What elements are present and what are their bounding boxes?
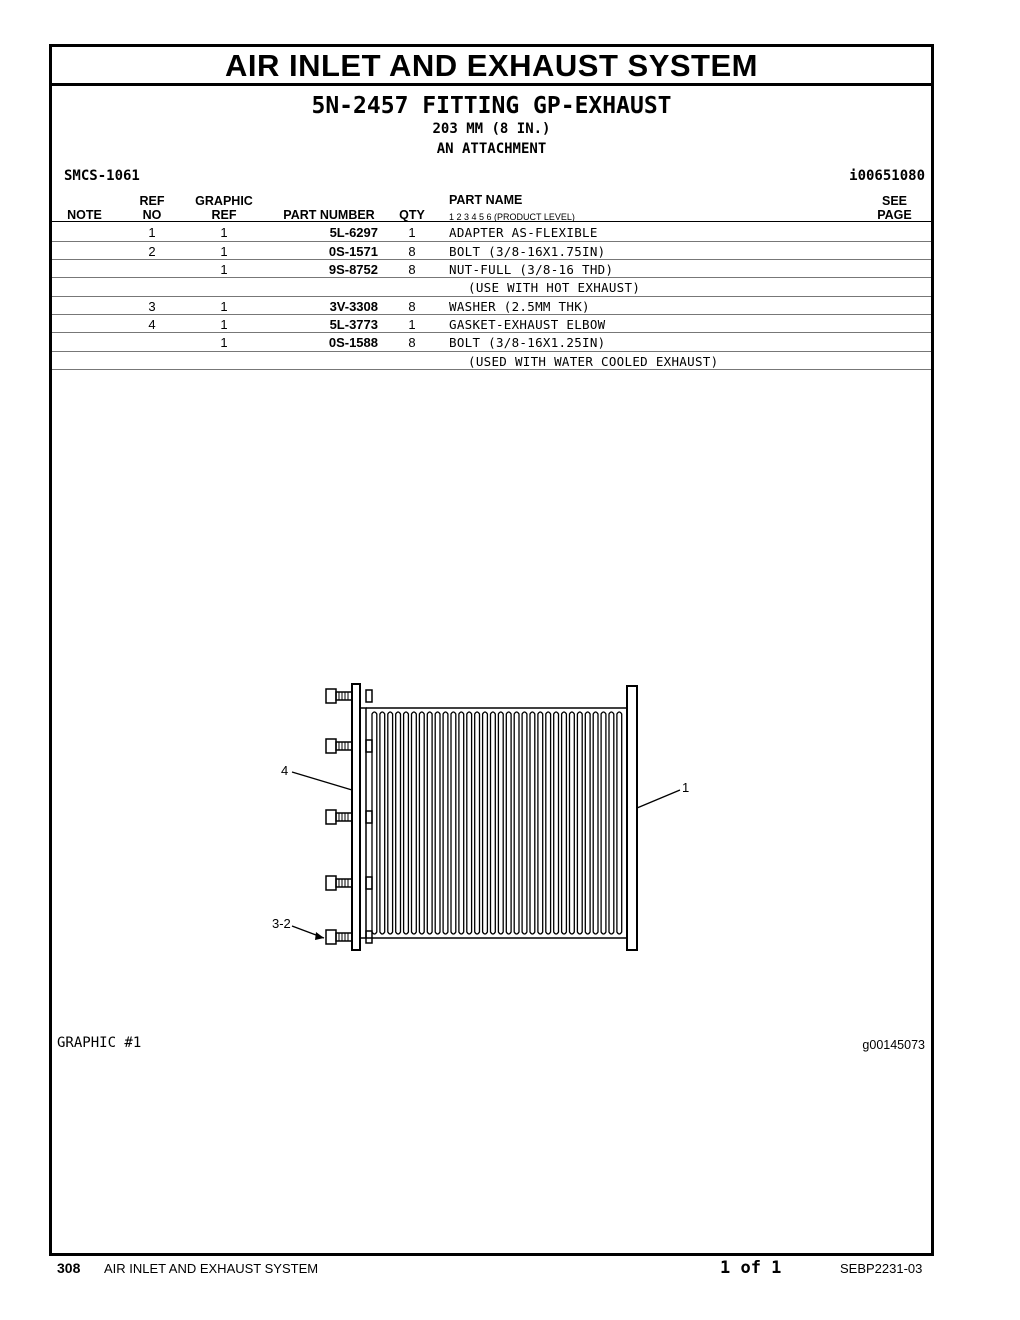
bolt-icon bbox=[326, 810, 372, 824]
header-note: NOTE bbox=[67, 208, 102, 222]
qty: 8 bbox=[408, 262, 416, 277]
callout-4: 4 bbox=[281, 763, 289, 778]
header-graphic-bottom: REF bbox=[211, 208, 237, 222]
footer-page-number: 308 bbox=[57, 1260, 81, 1276]
bolt-icon bbox=[326, 930, 372, 944]
corrugation bbox=[427, 712, 432, 934]
graphic-ref: 1 bbox=[220, 335, 228, 350]
bolt-icon bbox=[326, 689, 372, 703]
flange-bolts bbox=[326, 689, 372, 944]
corrugation bbox=[412, 712, 417, 934]
corrugation bbox=[585, 712, 590, 934]
table-row bbox=[52, 278, 931, 296]
callout-3-2: 3-2 bbox=[272, 916, 291, 931]
ref-no: 2 bbox=[148, 244, 156, 259]
part-note: (USED WITH WATER COOLED EXHAUST) bbox=[468, 354, 719, 369]
corrugation bbox=[506, 712, 511, 934]
ref-no: 4 bbox=[148, 317, 156, 332]
page-title-bar bbox=[52, 47, 931, 86]
qty: 1 bbox=[408, 317, 416, 332]
corrugation bbox=[522, 712, 527, 934]
corrugation bbox=[396, 712, 401, 934]
header-ref-top: REF bbox=[139, 194, 165, 208]
table-row bbox=[52, 260, 931, 278]
corrugation bbox=[380, 712, 385, 934]
exhaust-fitting-drawing bbox=[230, 640, 700, 980]
corrugation bbox=[483, 712, 488, 934]
part-name: BOLT (3/8-16X1.25IN) bbox=[449, 335, 606, 350]
qty: 1 bbox=[408, 225, 416, 240]
part-number: 0S-1571 bbox=[328, 244, 378, 259]
part-name: BOLT (3/8-16X1.75IN) bbox=[449, 244, 606, 259]
corrugation bbox=[459, 712, 464, 934]
part-name: ADAPTER AS-FLEXIBLE bbox=[449, 225, 598, 240]
header-divider bbox=[52, 221, 931, 222]
callout-1: 1 bbox=[682, 780, 690, 795]
graphic-ref: 1 bbox=[220, 299, 228, 314]
qty: 8 bbox=[408, 335, 416, 350]
graphic-label: GRAPHIC #1 bbox=[57, 1035, 142, 1051]
footer-doc-number: SEBP2231-03 bbox=[840, 1261, 923, 1276]
corrugation bbox=[404, 712, 409, 934]
graphic-ref: 1 bbox=[220, 225, 228, 240]
footer-section: AIR INLET AND EXHAUST SYSTEM bbox=[104, 1261, 319, 1276]
corrugation bbox=[491, 712, 496, 934]
graphic-ref: 1 bbox=[220, 244, 228, 259]
corrugation bbox=[435, 712, 440, 934]
row-divider bbox=[52, 369, 931, 370]
corrugation bbox=[538, 712, 543, 934]
bolt-icon bbox=[326, 739, 372, 753]
graphic-id: g00145073 bbox=[862, 1038, 925, 1052]
corrugation bbox=[467, 712, 472, 934]
table-row bbox=[52, 297, 931, 315]
corrugation bbox=[609, 712, 614, 934]
corrugation bbox=[546, 712, 551, 934]
corrugation bbox=[617, 712, 622, 934]
part-name: WASHER (2.5MM THK) bbox=[449, 299, 590, 314]
group-title: 5N-2457 FITTING GP-EXHAUST bbox=[311, 93, 672, 119]
graphic-ref: 1 bbox=[220, 262, 228, 277]
corrugation bbox=[451, 712, 456, 934]
corrugation bbox=[562, 712, 567, 934]
header-qty: QTY bbox=[399, 208, 425, 222]
corrugation bbox=[475, 712, 480, 934]
header-see-bottom: PAGE bbox=[877, 208, 912, 222]
corrugation bbox=[388, 712, 393, 934]
corrugation bbox=[498, 712, 503, 934]
header-see-top: SEE bbox=[881, 194, 907, 208]
qty: 8 bbox=[408, 299, 416, 314]
header-part-number: PART NUMBER bbox=[283, 208, 375, 222]
graphic-ref: 1 bbox=[220, 317, 228, 332]
table-row bbox=[52, 242, 931, 260]
right-flange bbox=[627, 686, 637, 950]
corrugation bbox=[593, 712, 598, 934]
header-graphic-top: GRAPHIC bbox=[195, 194, 253, 208]
footer-page-of: 1 of 1 bbox=[720, 1258, 782, 1278]
table-row bbox=[52, 333, 931, 351]
corrugation bbox=[577, 712, 582, 934]
corrugation bbox=[530, 712, 535, 934]
bolt-icon bbox=[326, 876, 372, 890]
gasket-flange bbox=[352, 684, 360, 950]
part-name: GASKET-EXHAUST ELBOW bbox=[449, 317, 606, 332]
illustration-id: i00651080 bbox=[849, 168, 925, 184]
corrugation bbox=[419, 712, 424, 934]
corrugation bbox=[443, 712, 448, 934]
corrugation bbox=[514, 712, 519, 934]
corrugation bbox=[570, 712, 575, 934]
part-number: 5L-3773 bbox=[329, 317, 378, 332]
page-title: AIR INLET AND EXHAUST SYSTEM bbox=[225, 48, 758, 83]
arrangement-label: AN ATTACHMENT bbox=[436, 141, 547, 157]
part-name: NUT-FULL (3/8-16 THD) bbox=[449, 262, 614, 277]
part-note: (USE WITH HOT EXHAUST) bbox=[468, 280, 641, 295]
smcs-code: SMCS-1061 bbox=[64, 168, 140, 184]
size-label: 203 MM (8 IN.) bbox=[432, 121, 551, 137]
part-number: 0S-1588 bbox=[328, 335, 378, 350]
corrugation bbox=[554, 712, 559, 934]
table-row bbox=[52, 352, 931, 370]
ref-no: 1 bbox=[148, 225, 156, 240]
part-number: 3V-3308 bbox=[329, 299, 378, 314]
header-product-levels: 1 2 3 4 5 6 (PRODUCT LEVEL) bbox=[449, 212, 575, 222]
bellows-corrugations bbox=[372, 712, 622, 934]
ref-no: 3 bbox=[148, 299, 156, 314]
part-number: 9S-8752 bbox=[328, 262, 378, 277]
qty: 8 bbox=[408, 244, 416, 259]
header-ref-bottom: NO bbox=[142, 208, 162, 222]
corrugation bbox=[601, 712, 606, 934]
table-row bbox=[52, 223, 931, 241]
header-part-name: PART NAME bbox=[449, 193, 523, 207]
table-row bbox=[52, 315, 931, 333]
part-number: 5L-6297 bbox=[329, 225, 378, 240]
